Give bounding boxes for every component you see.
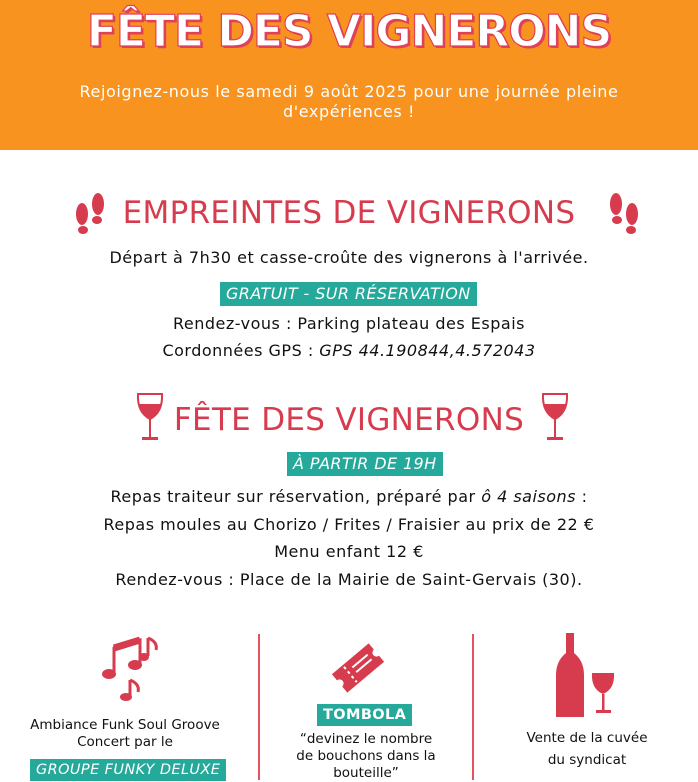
catering-text [0, 487, 698, 506]
wine-line2: du syndicat [547, 752, 627, 768]
section-title-empreintes: EMPREINTES DE VIGNERONS [122, 195, 576, 231]
gps-label: Cordonnées GPS : [162, 341, 320, 360]
header-subtitle: Rejoignez-nous le samedi 9 août 2025 pour une journée pleine d'expériences ! [79, 82, 619, 121]
section-title-fete: FÊTE DES VIGNERONS [173, 402, 525, 438]
meeting-point-text: Rendez-vous : Parking plateau des Espais [173, 314, 525, 333]
wine-bottle-glass-icon [556, 633, 618, 719]
gps-text [0, 341, 698, 360]
tombola-badge: TOMBOLA [317, 704, 412, 726]
main-title: FÊTE DES VIGNERONS [86, 6, 612, 57]
wine-sale-text [482, 727, 692, 771]
music-line1: Ambiance Funk Soul Groove [30, 717, 220, 733]
tombola-line2: de bouchons dans la [296, 748, 436, 764]
catering-text-a: Repas traiteur sur réservation, préparé par [110, 487, 482, 506]
music-line2: Concert par le [77, 734, 173, 750]
tombola-line3: bouteille” [333, 765, 399, 781]
ticket-icon [326, 636, 390, 700]
meeting-place-text: Rendez-vous : Place de la Mairie de Saint-Gervais (30). [115, 570, 583, 589]
child-menu-text: Menu enfant 12 € [274, 542, 424, 561]
band-badge: GROUPE FUNKY DELUXE [30, 759, 226, 781]
catering-text-c: : [576, 487, 588, 506]
column-divider [472, 634, 474, 780]
column-divider [258, 634, 260, 780]
caterer-name: ô 4 saisons [481, 487, 577, 506]
header-banner [0, 0, 698, 150]
wine-line1: Vente de la cuvée [526, 730, 648, 746]
free-reservation-badge: GRATUIT - SUR RÉSERVATION [220, 282, 477, 306]
departure-text: Départ à 7h30 et casse-croûte des vignerons à l'arrivée. [109, 248, 589, 267]
wine-glass-icon [540, 392, 570, 444]
music-notes-icon [100, 634, 162, 704]
music-text [10, 717, 240, 751]
menu-text: Repas moules au Chorizo / Frites / Fraisier au prix de 22 € [103, 515, 595, 534]
from-19h-badge: À PARTIR DE 19H [287, 452, 443, 476]
footprints-icon [606, 190, 642, 238]
tombola-line1: “devinez le nombre [299, 731, 433, 747]
tombola-text [266, 731, 466, 782]
gps-value: GPS 44.190844,4.572043 [319, 341, 536, 360]
